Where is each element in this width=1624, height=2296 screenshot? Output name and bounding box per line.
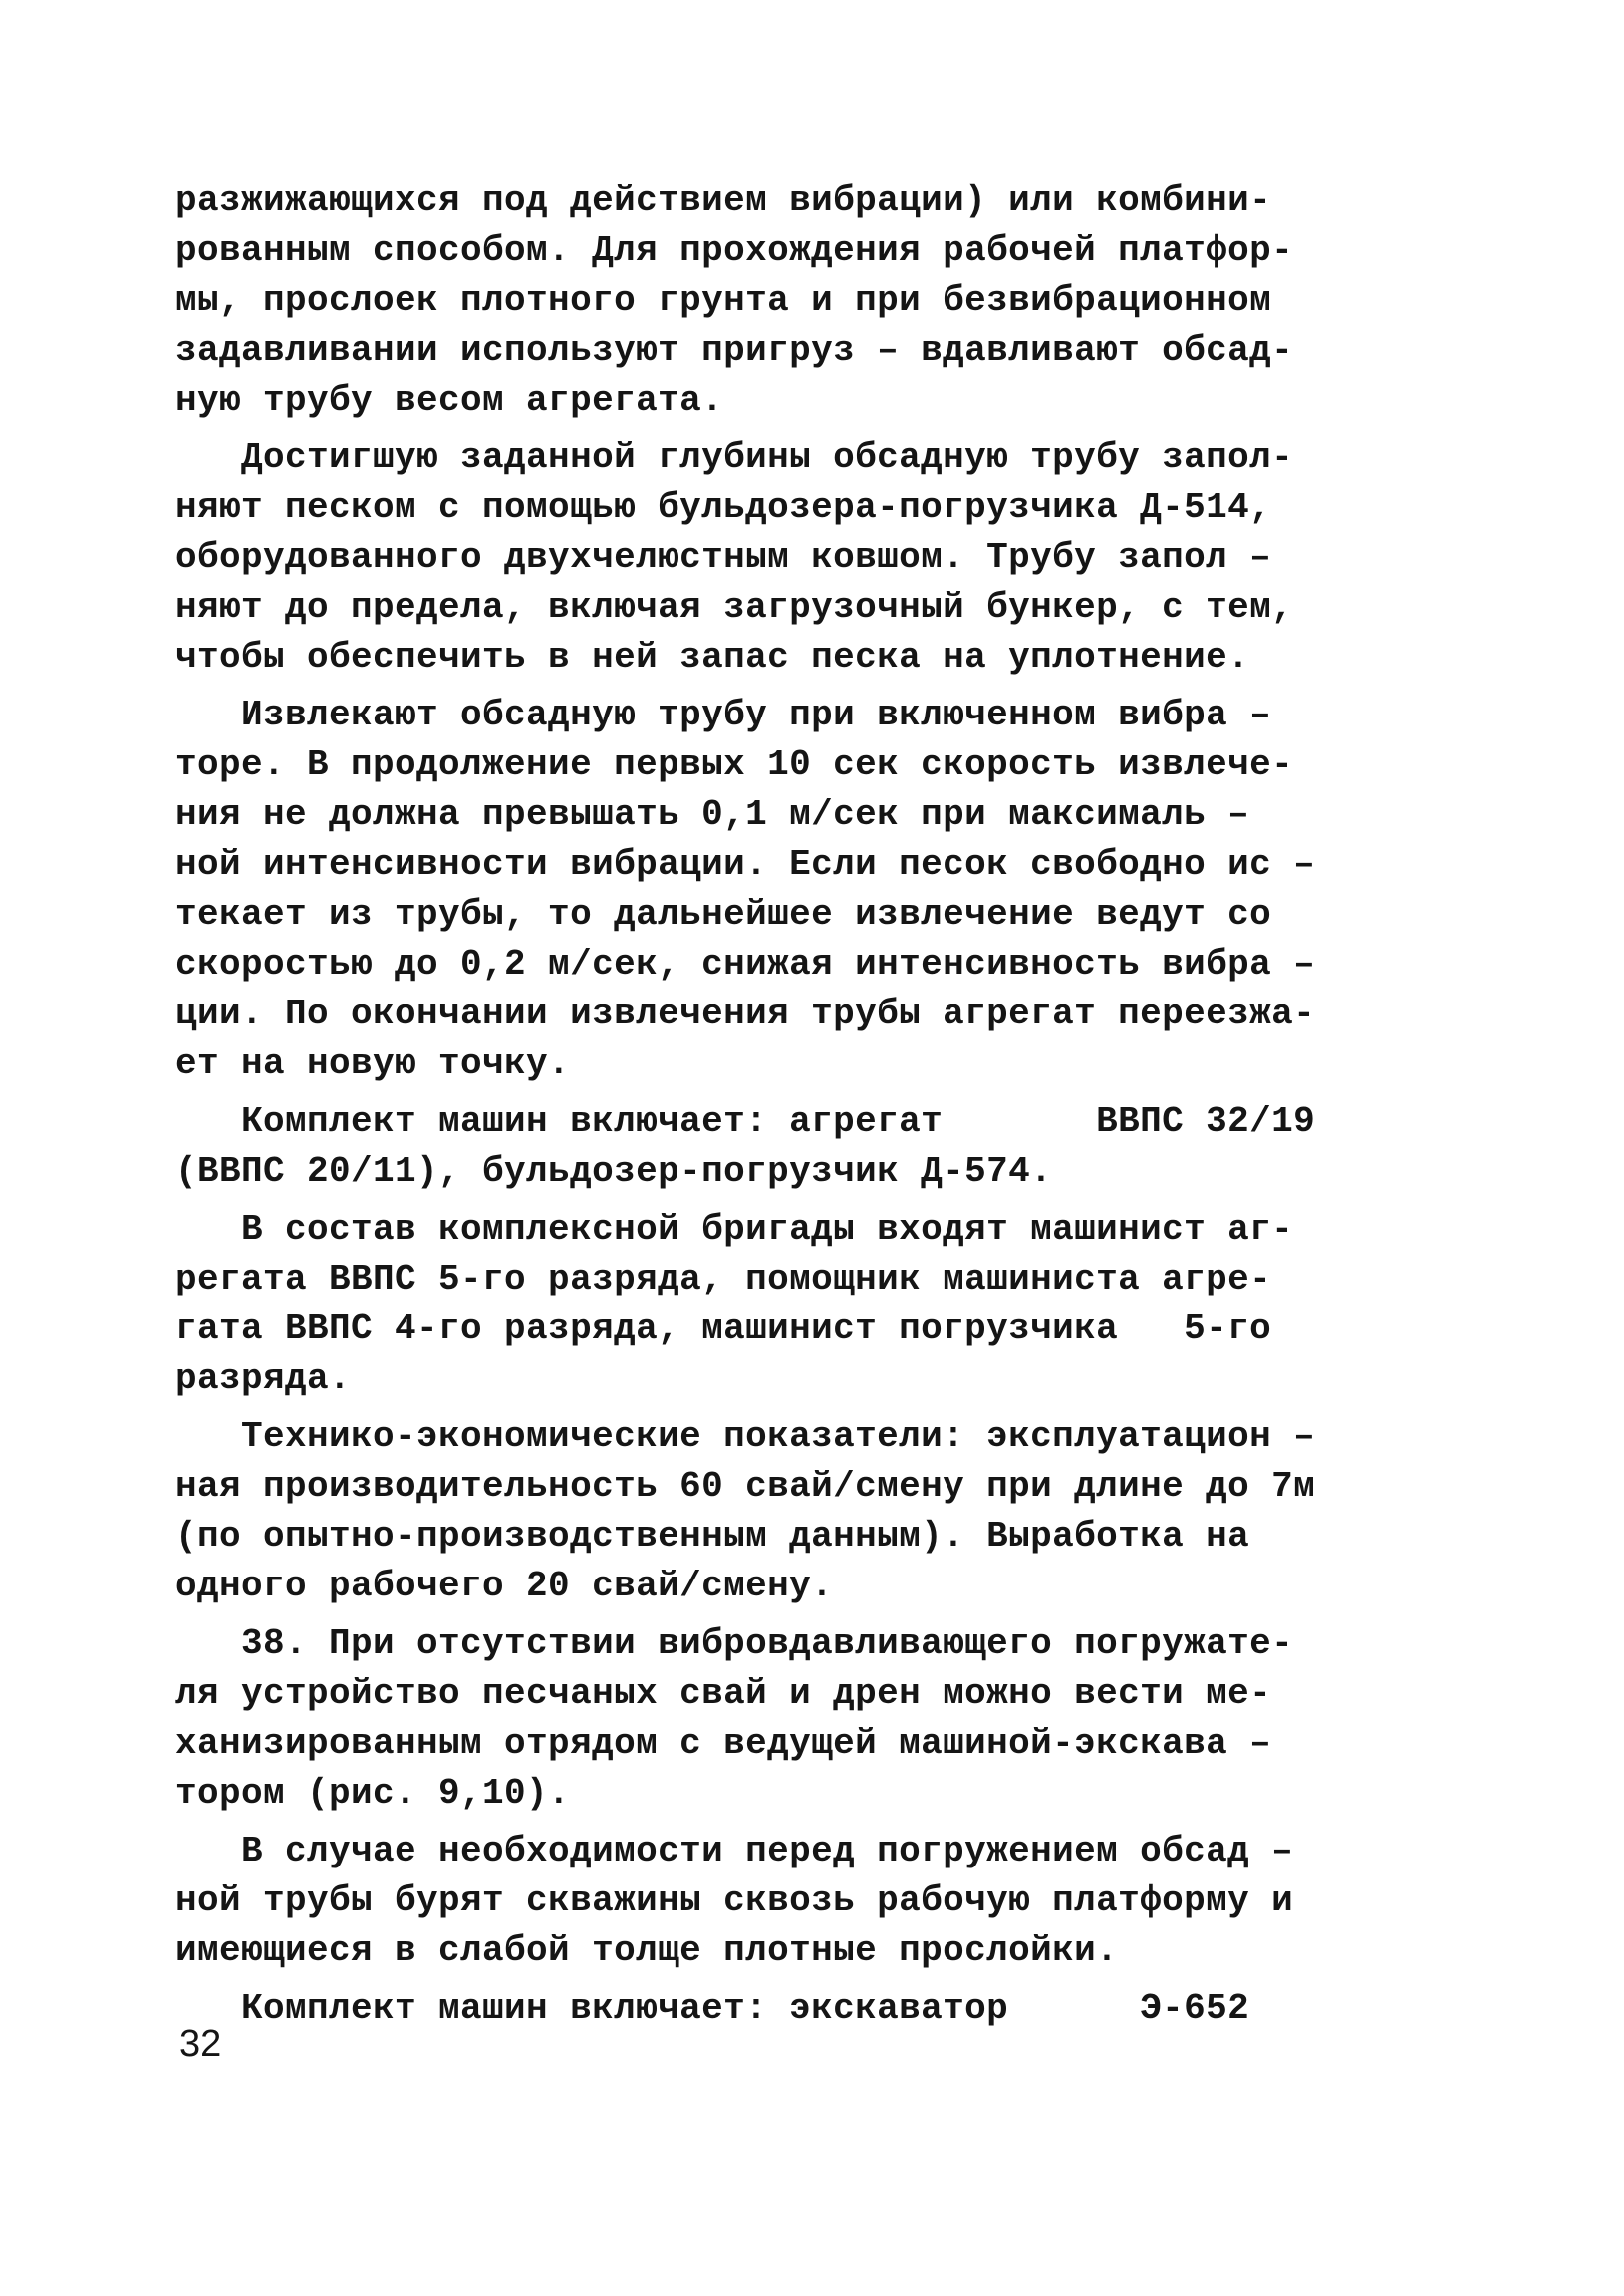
text-line: Комплект машин включает: агрегат ВВПС 32/19 — [175, 1101, 1316, 1142]
text-line: чтобы обеспечить в ней запас песка на уплотнение. — [175, 637, 1250, 678]
text-line: (по опытно-производственным данным). Выработка на — [175, 1516, 1250, 1557]
text-line: регата ВВПС 5-го разряда, помощник машиниста агре- — [175, 1259, 1272, 1299]
text-line: ции. По окончании извлечения трубы агрегат переезжа- — [175, 994, 1316, 1034]
text-line: ния не должна превышать 0,1 м/сек при максималь – — [175, 794, 1250, 835]
text-line: тором (рис. 9,10). — [175, 1773, 571, 1814]
text-line: разжижающихся под действием вибрации) или комбини- — [175, 180, 1272, 221]
text-line: одного рабочего 20 свай/смену. — [175, 1566, 834, 1606]
text-line: разряда. — [175, 1358, 352, 1399]
text-line: ет на новую точку. — [175, 1043, 571, 1084]
page-number: 32 — [179, 2023, 222, 2065]
text-line: мы, прослоек плотного грунта и при безвибрационном — [175, 280, 1272, 321]
text-line: Извлекают обсадную трубу при включенном вибра – — [175, 695, 1272, 735]
text-line: В случае необходимости перед погружением обсад – — [175, 1831, 1294, 1871]
text-line: 38. При отсутствии вибровдавливающего погружате- — [175, 1623, 1294, 1664]
text-line: Достигшую заданной глубины обсадную трубу запол- — [175, 437, 1294, 478]
text-line: ная производительность 60 свай/смену при длине до 7м — [175, 1466, 1316, 1507]
text-line: текает из трубы, то дальнейшее извлечение ведут со — [175, 894, 1272, 935]
text-line: торе. В продолжение первых 10 сек скорость извлече- — [175, 744, 1294, 785]
text-line: рованным способом. Для прохождения рабочей платфор- — [175, 230, 1294, 271]
text-line: скоростью до 0,2 м/сек, снижая интенсивность вибра – — [175, 944, 1316, 985]
text-line: оборудованного двухчелюстным ковшом. Трубу запол – — [175, 537, 1272, 578]
text-line: Технико-экономические показатели: эксплуатацион – — [175, 1416, 1316, 1457]
text-line: няют до предела, включая загрузочный бункер, с тем, — [175, 587, 1294, 628]
text-line: имеющиеся в слабой толще плотные прослойки. — [175, 1930, 1119, 1971]
text-line: ной трубы бурят скважины сквозь рабочую платформу и — [175, 1880, 1294, 1921]
text-line: Комплект машин включает: экскаватор Э-652 — [175, 1988, 1250, 2029]
text-line: (ВВПС 20/11), бульдозер-погрузчик Д-574. — [175, 1151, 1053, 1192]
text-line: ной интенсивности вибрации. Если песок свободно ис – — [175, 844, 1316, 885]
text-line: ную трубу весом агрегата. — [175, 380, 724, 421]
text-line: ля устройство песчаных свай и дрен можно вести ме- — [175, 1673, 1272, 1714]
text-line: задавливании используют пригруз – вдавливают обсад- — [175, 330, 1294, 371]
text-line: няют песком с помощью бульдозера-погрузчика Д-514, — [175, 487, 1272, 528]
text-line: гата ВВПС 4-го разряда, машинист погрузчика 5-го — [175, 1308, 1272, 1349]
text-line: В состав комплексной бригады входят машинист аг- — [175, 1209, 1294, 1250]
text-line: ханизированным отрядом с ведущей машиной-экскава – — [175, 1723, 1272, 1764]
